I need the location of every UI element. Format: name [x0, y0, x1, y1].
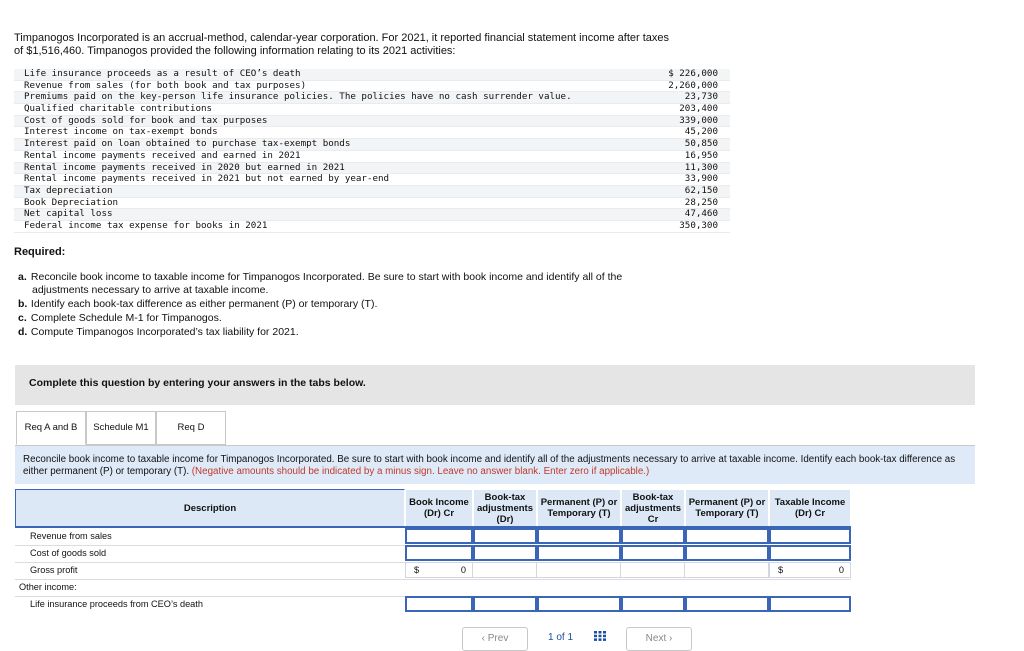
- table-row-revenue: [15, 528, 851, 545]
- fact-label: Rental income payments received and earned in 2021: [24, 149, 301, 161]
- table-row-other-income: [15, 579, 851, 596]
- fact-amount: 47,460: [684, 208, 718, 220]
- prev-button[interactable]: ‹ Prev: [462, 627, 528, 651]
- fact-amount: 350,300: [679, 219, 718, 231]
- fact-label: Rental income payments received in 2020 but earned in 2021: [24, 161, 345, 173]
- adj-dr-input[interactable]: [473, 596, 537, 612]
- col-header-perm-temp-1: Permanent (P) or Temporary (T): [537, 489, 621, 527]
- tab-panel: [15, 445, 975, 643]
- next-button[interactable]: Next ›: [626, 627, 692, 651]
- required-item-c: c. Complete Schedule M-1 for Timpanogos.: [18, 312, 222, 324]
- intro-line-1: Timpanogos Incorporated is an accrual-method, calendar-year corporation. For 2021, it reported financial statement income after taxes: [14, 32, 670, 44]
- required-a-text-cont: adjustments necessary to arrive at taxable income.: [32, 284, 269, 296]
- required-b-text: Identify each book-tax difference as either permanent (P) or temporary (T).: [30, 298, 378, 310]
- col-header-book-income: Book Income (Dr) Cr: [405, 489, 473, 527]
- perm-temp-select[interactable]: [685, 545, 769, 561]
- fact-row: [14, 174, 730, 186]
- fact-row: [14, 198, 730, 210]
- fact-label: Life insurance proceeds as a result of CEO’s death: [24, 68, 301, 79]
- fact-amount: 2,260,000: [668, 79, 718, 91]
- fact-amount: 62,150: [684, 184, 718, 196]
- empty-cell: [621, 562, 685, 578]
- fact-label: Rental income payments received in 2021 but not earned by year-end: [24, 173, 390, 185]
- table-row-cogs: [15, 545, 851, 562]
- empty-cell: [537, 562, 621, 578]
- book-income-input[interactable]: [405, 528, 473, 544]
- col-header-description: Description: [15, 489, 405, 527]
- row-label: Life insurance proceeds from CEO’s death: [30, 599, 203, 609]
- taxable-income-input[interactable]: [769, 596, 851, 612]
- row-label: Revenue from sales: [30, 531, 112, 541]
- adj-cr-input[interactable]: [621, 528, 685, 544]
- fact-label: Revenue from sales (for both book and tax purposes): [24, 79, 307, 91]
- page-indicator: [548, 632, 573, 643]
- fact-label: Cost of goods sold for book and tax purposes: [24, 114, 268, 126]
- fact-amount: 28,250: [684, 196, 718, 208]
- instructions-note: (Negative amounts should be indicated by a minus sign. Leave no answer blank. Enter zero if applicable.): [191, 466, 650, 477]
- perm-temp-select[interactable]: [537, 596, 621, 612]
- adj-dr-input[interactable]: [473, 545, 537, 561]
- fact-row: [14, 186, 730, 198]
- table-row-gross-profit: [15, 562, 851, 579]
- adj-cr-input[interactable]: [621, 596, 685, 612]
- required-item-d: d. Compute Timpanogos Incorporated’s tax liability for 2021.: [18, 326, 299, 338]
- perm-temp-select[interactable]: [537, 528, 621, 544]
- panel-instructions: [15, 446, 975, 484]
- book-income-input[interactable]: [405, 545, 473, 561]
- instructions-text-cont: each book-tax difference as either permanent (P) or temporary (T).: [23, 454, 956, 477]
- next-label: Next: [645, 633, 667, 644]
- fact-label: Book Depreciation: [24, 196, 119, 208]
- fact-label: Interest paid on loan obtained to purchase tax-exempt bonds: [24, 138, 351, 150]
- fact-amount: $ 226,000: [668, 68, 718, 79]
- empty-cell: [685, 562, 769, 578]
- fact-label: Interest income on tax-exempt bonds: [24, 126, 218, 138]
- fact-label: Federal income tax expense for books in 2021: [24, 219, 268, 231]
- fact-amount: 16,950: [684, 149, 718, 161]
- empty-cell: [473, 562, 537, 578]
- required-heading: Required:: [14, 246, 66, 258]
- section-label: Other income:: [19, 582, 77, 592]
- fact-row: [14, 221, 730, 233]
- fact-label: Tax depreciation: [24, 184, 113, 196]
- intro-line-2: of $1,516,460. Timpanogos provided the following information relating to its 2021 activities:: [14, 45, 456, 57]
- taxable-income-input[interactable]: [769, 528, 851, 544]
- col-header-perm-temp-2: Permanent (P) or Temporary (T): [685, 489, 769, 527]
- required-item-b: b. Identify each book-tax difference as either permanent (P) or temporary (T).: [18, 298, 378, 310]
- row-label: Cost of goods sold: [30, 548, 107, 558]
- perm-temp-select[interactable]: [685, 528, 769, 544]
- fact-amount: 11,300: [684, 161, 718, 173]
- tab-schedule-m1[interactable]: Schedule M1: [86, 411, 156, 445]
- page-current: 1: [548, 632, 554, 643]
- fact-amount: 50,850: [684, 138, 718, 150]
- adj-dr-input[interactable]: [473, 528, 537, 544]
- fact-amount: 203,400: [679, 103, 718, 115]
- facts-list: [14, 69, 730, 233]
- book-income-input[interactable]: [405, 596, 473, 612]
- prev-label: Prev: [487, 633, 509, 644]
- page-total: 1: [567, 632, 574, 643]
- perm-temp-select[interactable]: [685, 596, 769, 612]
- row-label: Gross profit: [30, 565, 78, 575]
- currency-symbol: $: [778, 565, 784, 575]
- required-item-a: a. Reconcile book income to taxable income for Timpanogos Incorporated. Be sure to start with book income and identify all of the adjustments necessary to arrive at taxable income.: [18, 271, 718, 297]
- col-header-adj-cr: Book-tax adjustments Cr: [621, 489, 685, 527]
- required-list: [18, 271, 718, 340]
- required-c-text: Complete Schedule M-1 for Timpanogos.: [30, 312, 222, 324]
- book-income-total: [405, 562, 473, 578]
- fact-label: Net capital loss: [24, 208, 113, 220]
- taxable-income-total: [769, 562, 851, 578]
- fact-amount: 339,000: [679, 114, 718, 126]
- table-row-life-insurance: [15, 596, 851, 613]
- tab-req-a-and-b[interactable]: Req A and B: [16, 411, 86, 445]
- page-of: of: [556, 632, 565, 643]
- fact-label: Qualified charitable contributions: [24, 103, 213, 115]
- required-a-text: Reconcile book income to taxable income for Timpanogos Incorporated. Be sure to start with book income and identify all of the: [30, 271, 623, 283]
- required-d-text: Compute Timpanogos Incorporated’s tax liability for 2021.: [30, 326, 299, 338]
- col-header-adj-dr: Book-tax adjustments (Dr): [473, 489, 537, 527]
- pagination: [462, 627, 712, 647]
- taxable-income-input[interactable]: [769, 545, 851, 561]
- problem-intro: [14, 32, 714, 58]
- instructions-text: Reconcile book income to taxable income for Timpanogos Incorporated. Be sure to start with book income and identify all of the adjustments necessary to arrive at taxable income. Identify: [23, 454, 833, 465]
- fact-label: Premiums paid on the key-person life insurance policies. The policies have no cash surrender value.: [24, 91, 572, 103]
- tab-req-d[interactable]: Req D: [156, 411, 226, 445]
- fact-amount: 45,200: [684, 126, 718, 138]
- banner-text: Complete this question by entering your answers in the tabs below.: [29, 377, 366, 389]
- grid-icon[interactable]: [594, 631, 606, 641]
- fact-amount: 33,900: [684, 173, 718, 185]
- instruction-banner: [15, 365, 975, 405]
- adj-cr-input[interactable]: [621, 545, 685, 561]
- total-value: 0: [460, 565, 466, 575]
- perm-temp-select[interactable]: [537, 545, 621, 561]
- currency-symbol: $: [414, 565, 420, 575]
- col-header-taxable: Taxable Income (Dr) Cr: [769, 489, 851, 527]
- total-value: 0: [838, 565, 844, 575]
- fact-amount: 23,730: [684, 91, 718, 103]
